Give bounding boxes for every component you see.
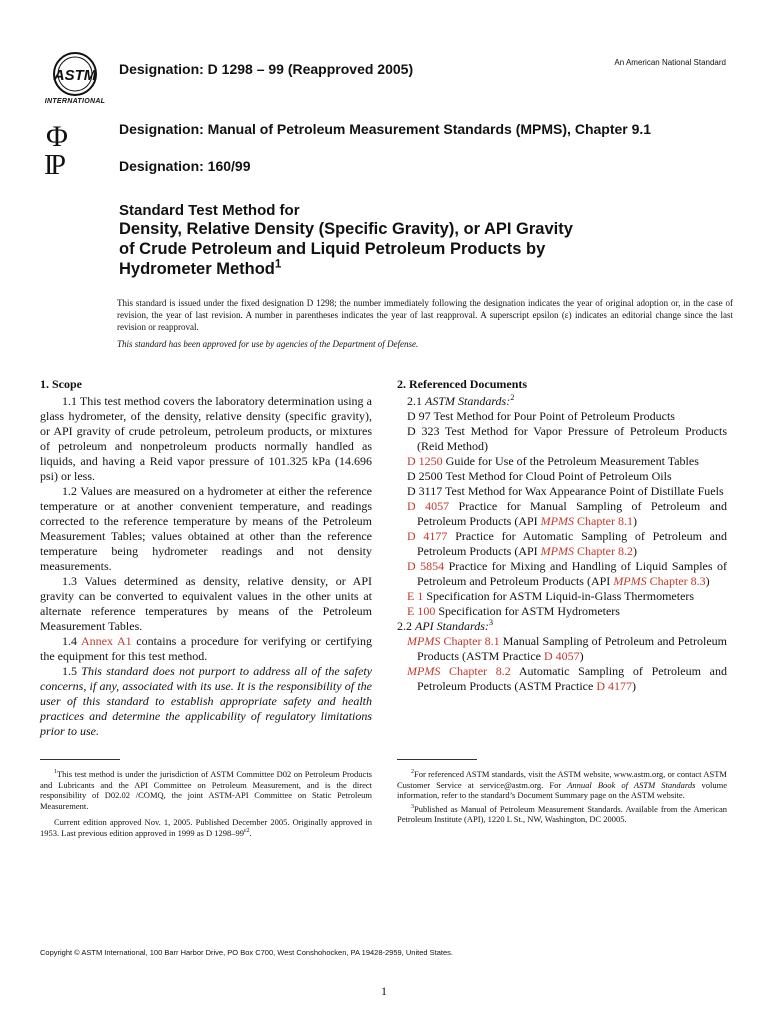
ref-d1250: D 1250 Guide for Use of the Petroleum Measurement Tables <box>407 454 699 468</box>
api-logo-icon <box>44 118 70 154</box>
designation-astm: Designation: D 1298 – 99 (Reapproved 2005) <box>119 61 414 77</box>
footnote-2: $^2$For referenced ASTM standards, visit the ASTM website, www.astm.org, or contact ASTM Customer Service at service@astm.org. For Annual Book of ASTM Standards volume information, refer to the standard’s Document Summary page on the ASTM website. <box>397 769 727 800</box>
designation-mpms: Designation: Manual of Petroleum Measurement Standards (MPMS), Chapter 9.1 <box>119 121 652 137</box>
mpms-8-1-link[interactable]: Chapter 8.1 <box>576 514 633 528</box>
svg-text:ASTM: ASTM <box>53 67 97 84</box>
designation-ip: Designation: 160/99 <box>119 158 251 174</box>
footnotes-right <box>397 769 727 825</box>
annex-a1-link[interactable]: Annex A1 <box>80 634 132 648</box>
ref-mpms-8-2: MPMS Chapter 8.2 Automatic Sampling of Petroleum and Petroleum Products (ASTM Practice D 4177) <box>407 664 727 693</box>
api-logo <box>44 118 70 154</box>
title-line-2: of Crude Petroleum and Liquid Petroleum Products by <box>119 240 546 258</box>
issuance-notice <box>117 297 733 350</box>
footnote-divider-right <box>397 759 477 760</box>
astm-standards-heading: 2.1 ASTM Standards:$^2$ <box>407 393 515 408</box>
astm-logo <box>38 50 112 108</box>
ref-d2500: D 2500 Test Method for Cloud Point of Petroleum Oils <box>407 469 672 483</box>
dod-approval: This standard has been approved for use by agencies of the Department of Defense. <box>117 339 419 349</box>
api-standards-heading: 2.2 API Standards:$^3$ <box>397 618 494 633</box>
notice-text: This standard is issued under the fixed designation D 1298; the number immediately following the designation indicates the year of original adoption or, in the case of revision, the year of last revision. A number in parentheses indicates the year of last reapproval. A superscript epsilon (ε) indicates an editorial change since the last revision or reapproval. <box>117 298 733 332</box>
ref-d5854: D 5854 Practice for Mixing and Handling of Liquid Samples of Petroleum and Petroleum Products (API MPMS Chapter 8.3) <box>407 559 728 588</box>
page-number: 1 <box>381 984 387 998</box>
footnotes-left <box>40 769 372 838</box>
footnote-1: $^1$This test method is under the jurisdiction of ASTM Committee D02 on Petroleum Products and Lubricants and the API Committee on Petroleum Measurement, and is the direct responsibility of D02.02 /COMQ, the joint ASTM-API Committee on Static Petroleum Measurement. <box>40 769 372 811</box>
e1-link[interactable]: E 1 <box>407 589 424 603</box>
ref-d4177: D 4177 Practice for Automatic Sampling of Petroleum and Petroleum Products (API MPMS Chapter 8.2) <box>407 529 727 558</box>
api-mpms-8-1-link[interactable]: Chapter 8.1 <box>443 634 500 648</box>
title-line-3: Hydrometer Method$^1$ <box>119 258 282 278</box>
title-line-1: Density, Relative Density (Specific Gravity), or API Gravity <box>119 220 573 238</box>
referenced-documents-section <box>397 377 727 694</box>
ref-d4057: D 4057 Practice for Manual Sampling of Petroleum and Petroleum Products (API MPMS Chapter 8.1) <box>407 499 727 528</box>
ip-logo <box>44 150 80 182</box>
ref-d97: D 97 Test Method for Pour Point of Petroleum Products <box>407 409 675 423</box>
d4057-link[interactable]: D 4057 <box>407 499 450 513</box>
ip-logo-text: IP <box>44 150 63 181</box>
scope-section <box>40 377 372 739</box>
copyright-notice: Copyright © ASTM International, 100 Barr Harbor Drive, PO Box C700, West Conshohocken, PA 19428-2959, United States. <box>40 948 453 957</box>
title-footnote-mark: 1 <box>274 258 282 271</box>
ref-d3117: D 3117 Test Method for Wax Appearance Point of Distillate Fuels <box>407 484 724 498</box>
document-title <box>119 202 679 279</box>
astm-logo-subtext: INTERNATIONAL <box>44 98 106 105</box>
d1250-link[interactable]: D 1250 <box>407 454 443 468</box>
scope-para-1-4: 1.4 Annex A1 contains a procedure for verifying or certifying the equipment for this test method. <box>40 634 372 663</box>
scope-heading: 1. Scope <box>40 377 82 391</box>
scope-para-1-5: 1.5 This standard does not purport to address all of the safety concerns, if any, associated with its use. It is the responsibility of the user of this standard to establish appropriate safety and health practices and determine the applicability of regulatory limitations prior to use. <box>40 664 372 738</box>
svg-text:Φ: Φ <box>46 120 68 153</box>
e100-link[interactable]: E 100 <box>407 604 436 618</box>
refs-heading: 2. Referenced Documents <box>397 377 528 391</box>
footnote-divider-left <box>40 759 120 760</box>
footnote-1-edition: Current edition approved Nov. 1, 2005. Published December 2005. Originally approved in 1953. Last previous edition approved in 1999 as D $1298-99^{\varepsilon 2}$. <box>40 817 372 838</box>
mpms-8-3-link[interactable]: Chapter 8.3 <box>649 574 706 588</box>
scope-para-1-2: 1.2 Values are measured on a hydrometer at either the reference temperature or at another convenient temperature, and readings corrected to the reference temperature by means of the Petroleum Measurement Tables; values obtained at other than the reference temperature being hydrometer readings and not density measurements. <box>40 484 372 573</box>
ref-e100: E 100 Specification for ASTM Hydrometers <box>407 604 620 618</box>
scope-para-1-1: 1.1 This test method covers the laboratory determination using a glass hydrometer, of the density, relative density (specific gravity), or API gravity of crude petroleum, petroleum products, or mixtures of petroleum and nonpetroleum products normally handled as liquids, and having a Reid vapor pressure of 101.325 kPa (14.696 psi) or less. <box>40 394 372 483</box>
scope-para-1-3: 1.3 Values determined as density, relative density, or API gravity can be converted to equivalent values in the other units at alternate reference temperatures by means of the Petroleum Measurement Tables. <box>40 574 372 633</box>
d5854-link[interactable]: D 5854 <box>407 559 445 573</box>
ref-e1: E 1 Specification for ASTM Liquid-in-Glass Thermometers <box>407 589 695 603</box>
american-national-standard: An American National Standard <box>614 58 726 67</box>
api-mpms-8-2-link[interactable]: Chapter 8.2 <box>449 664 511 678</box>
api-d4177-link[interactable]: D 4177 <box>596 679 632 693</box>
api-d4057-link[interactable]: D 4057 <box>543 649 580 663</box>
d4177-link[interactable]: D 4177 <box>407 529 448 543</box>
mpms-8-2-link[interactable]: Chapter 8.2 <box>576 544 633 558</box>
ref-mpms-8-1: MPMS Chapter 8.1 Manual Sampling of Petroleum and Petroleum Products (ASTM Practice D 4057) <box>407 634 728 663</box>
title-pre: Standard Test Method for <box>119 202 300 219</box>
footnote-3: $^3$Published as Manual of Petroleum Measurement Standards. Available from the American Petroleum Institute (API), 1220 L St., NW, Washington, DC 20005. <box>397 803 727 824</box>
ref-d323: D 323 Test Method for Vapor Pressure of Petroleum Products (Reid Method) <box>407 424 727 453</box>
